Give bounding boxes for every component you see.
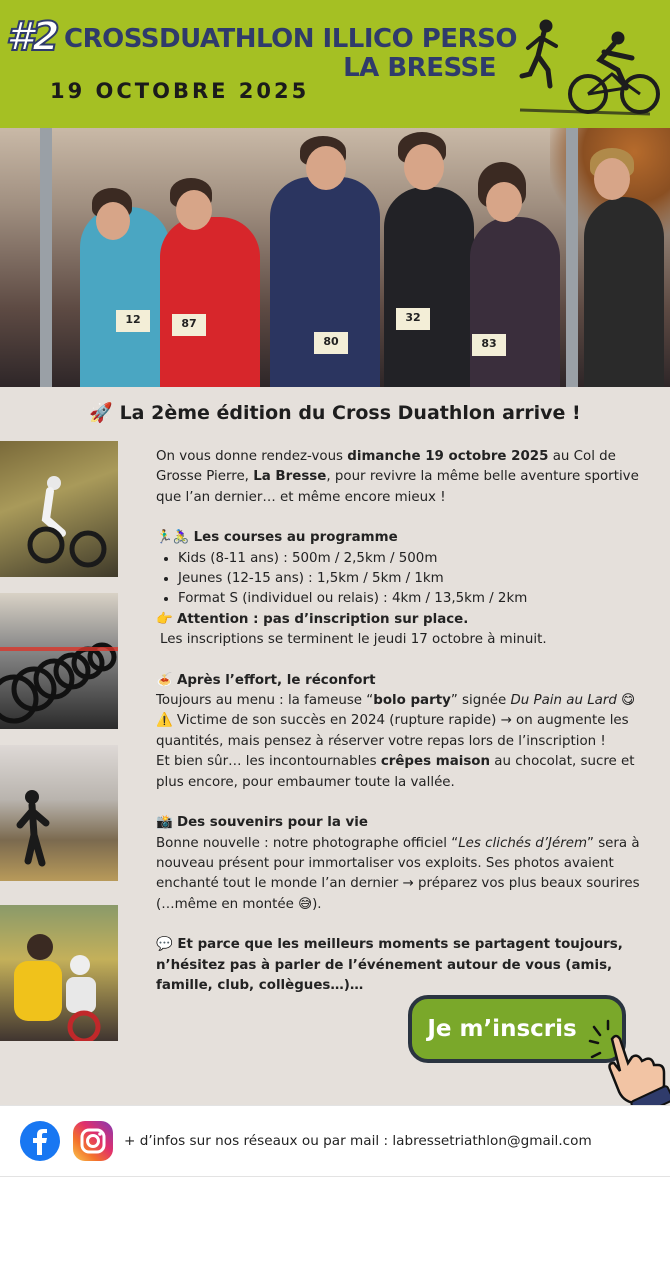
bikes-rack: [0, 593, 118, 729]
event-details-section: [0, 387, 670, 1105]
photo-kids-race: [0, 905, 118, 1041]
list-item: • Kids (8-11 ans) : 500m / 2,5km / 500m: [178, 549, 656, 569]
footer-bar: [0, 1105, 670, 1177]
runner-cyclist-illustration: [500, 14, 660, 128]
camera-icon: 📸: [156, 815, 173, 831]
athlete-face: [594, 158, 630, 200]
food-menu-line: Toujours au menu : la fameuse “bolo party” signée Du Pain au Lard 😋: [156, 693, 636, 709]
runner-cyclist-icon: 🏃‍♂️🚴‍♀️: [156, 530, 190, 546]
athlete-face: [404, 144, 444, 190]
food-heading: 🍝 Après l’effort, le réconfort: [156, 672, 376, 688]
athlete: [270, 177, 380, 387]
athlete-face: [176, 190, 212, 230]
pointing-hand-icon: 👉: [156, 611, 173, 627]
instagram-icon[interactable]: [73, 1121, 113, 1161]
section-headline: 🚀 La 2ème édition du Cross Duathlon arrive !: [89, 402, 581, 424]
start-arch-pole: [566, 128, 578, 387]
click-hand-icon: [588, 1017, 670, 1109]
speech-bubble-icon: 💬: [156, 937, 173, 953]
list-item: • Format S (individuel ou relais) : 4km / 13,5km / 2km: [178, 589, 656, 609]
crepes-line: Et bien sûr… les incontournables crêpes maison au chocolat, sucre et plus encore, pour embaumer toute la vallée.: [156, 754, 635, 790]
race-bib: 87: [172, 314, 206, 336]
rocket-icon: 🚀: [89, 402, 113, 424]
food-warning-line: ⚠️ Victime de son succès en 2024 (rupture rapide) → on augmente les quantités, mais pensez à réserver votre repas lors de l’inscription !: [156, 713, 629, 749]
runner-silhouette: [0, 745, 118, 881]
photos-heading: 📸 Des souvenirs pour la vie: [156, 815, 368, 831]
event-title: CROSSDUATHLON ILLICO PERSO: [64, 24, 517, 54]
event-location: LA BRESSE: [343, 53, 496, 83]
event-date: 19 OCTOBRE 2025: [50, 79, 310, 103]
edition-badge: #2: [6, 14, 58, 60]
cyclist-silhouette: [0, 441, 118, 577]
plate-icon: 🍝: [156, 672, 173, 688]
athlete: [470, 217, 560, 387]
list-item: • Jeunes (12-15 ans) : 1,5km / 5km / 1km: [178, 569, 656, 589]
athlete-face: [486, 182, 522, 222]
athlete: [160, 217, 260, 387]
contact-info[interactable]: + d’infos sur nos réseaux ou par mail : labressetriathlon@gmail.com: [124, 1133, 592, 1149]
race-bib: 32: [396, 308, 430, 330]
race-bib: 83: [472, 334, 506, 356]
photo-mtb-rider: [0, 441, 118, 577]
athlete: [384, 187, 474, 387]
athlete: [584, 197, 664, 387]
race-bib: 80: [314, 332, 348, 354]
races-heading: 🏃‍♂️🚴‍♀️ Les courses au programme: [156, 530, 398, 546]
registration-deadline: Les inscriptions se terminent le jeudi 17 octobre à minuit.: [160, 632, 547, 648]
hero-photo-start-line: [0, 128, 670, 387]
share-paragraph: 💬 Et parce que les meilleurs moments se partagent toujours, n’hésitez pas à parler de l’événement autour de vous (amis, famille, club, collègues…)…: [156, 937, 623, 993]
athlete-face: [96, 202, 130, 240]
race-bib: 12: [116, 310, 150, 332]
registration-warning: 👉 Attention : pas d’inscription sur place.: [156, 611, 469, 627]
facebook-icon[interactable]: [20, 1121, 60, 1161]
athlete-face: [306, 146, 346, 190]
races-list: [156, 549, 656, 610]
volunteer-and-kid: [0, 905, 118, 1041]
event-description: [156, 447, 656, 996]
start-arch-pole: [40, 128, 52, 387]
header-banner: [0, 0, 670, 128]
intro-paragraph: On vous donne rendez-vous dimanche 19 octobre 2025 au Col de Grosse Pierre, La Bresse, pour revivre la même belle aventure sportive que l’an dernier… et même encore mieux !: [156, 449, 639, 505]
photo-bike-park: [0, 593, 118, 729]
photographer-paragraph: Bonne nouvelle : notre photographe officiel “Les clichés d’Jérem” sera à nouveau présent pour immortaliser vos exploits. Ses photos avaient enchanté tout le monde l’an dernier → préparez vos plus beaux sourires (…même en montée 😅).: [156, 835, 640, 912]
photo-trail-runner: [0, 745, 118, 881]
register-button-label: Je m’inscris: [427, 1016, 577, 1042]
